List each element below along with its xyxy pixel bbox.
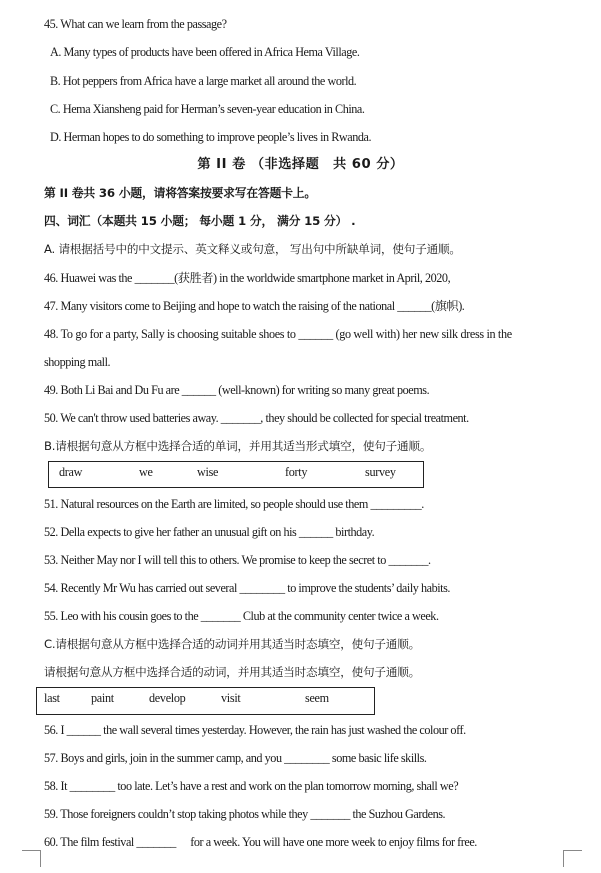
word-box-c-word: last (44, 691, 60, 705)
question-46: 46. Huawei was the _______(获胜者) in the worldwide smartphone market in April, 2020, (44, 271, 451, 285)
word-box-c-word: paint (91, 691, 114, 705)
question-45-option-a: A. Many types of products have been offered in Africa Hema Village. (50, 45, 360, 59)
word-box-b-word: forty (285, 465, 308, 479)
word-box-c (36, 687, 375, 715)
word-box-b-word: survey (365, 465, 396, 479)
question-45-option-c: C. Hema Xiansheng paid for Herman’s seven-year education in China. (50, 102, 365, 116)
question-45-option-d: D. Herman hopes to do something to improve people’s lives in Rwanda. (50, 130, 372, 144)
question-54: 54. Recently Mr Wu has carried out several ________ to improve the students’ daily habits. (44, 581, 451, 595)
question-55: 55. Leo with his cousin goes to the _______ Club at the community center twice a week. (44, 609, 439, 623)
word-box-b (48, 461, 424, 488)
crop-mark-bottom-left (22, 850, 41, 867)
question-51: 51. Natural resources on the Earth are limited, so people should use them _________. (44, 497, 424, 511)
word-box-b-word: we (139, 465, 153, 479)
part-b-instruction: B.请根据句意从方框中选择合适的单词，并用其适当形式填空，使句子通顺。 (44, 439, 432, 453)
part-2-title: 第 II 卷 （非选择题 共 60 分） (197, 157, 404, 172)
word-box-c-word: visit (221, 691, 241, 705)
question-49: 49. Both Li Bai and Du Fu are ______ (well-known) for writing so many great poems. (44, 383, 430, 397)
question-45-stem: 45. What can we learn from the passage? (44, 17, 227, 31)
part-c-instruction-repeat: 请根据句意从方框中选择合适的动词，并用其适当时态填空，使句子通顺。 (44, 665, 420, 679)
word-box-c-word: seem (305, 691, 329, 705)
part-2-note: 第 II 卷共 36 小题，请将答案按要求写在答题卡上。 (44, 186, 316, 200)
part-a-instruction: A. 请根据括号中的中文提示、英文释义或句意， 写出句中所缺单词，使句子通顺。 (44, 242, 461, 256)
question-57: 57. Boys and girls, join in the summer camp, and you ________ some basic life skills. (44, 751, 427, 765)
part-c-instruction: C.请根据句意从方框中选择合适的动词并用其适当时态填空，使句子通顺。 (44, 637, 420, 651)
question-56: 56. I ______ the wall several times yesterday. However, the rain has just washed the colour off. (44, 723, 466, 737)
question-48-line-1: 48. To go for a party, Sally is choosing suitable shoes to ______ (go well with) her new silk dress in the (44, 327, 512, 341)
question-47: 47. Many visitors come to Beijing and hope to watch the raising of the national ______(旗帜). (44, 299, 465, 313)
question-45-option-b: B. Hot peppers from Africa have a large market all around the world. (50, 74, 357, 88)
crop-mark-bottom-right (563, 850, 582, 867)
question-50: 50. We can't throw used batteries away. _______, they should be collected for special treatment. (44, 411, 469, 425)
question-48-line-2: shopping mall. (44, 355, 111, 369)
word-box-b-word: draw (59, 465, 83, 479)
word-box-c-word: develop (149, 691, 186, 705)
question-59: 59. Those foreigners couldn’t stop taking photos while they _______ the Suzhou Gardens. (44, 807, 446, 821)
question-60: 60. The film festival _______ for a week. You will have one more week to enjoy films for free. (44, 835, 477, 849)
question-58: 58. It ________ too late. Let’s have a rest and work on the plan tomorrow morning, shall we? (44, 779, 459, 793)
question-52: 52. Della expects to give her father an unusual gift on his ______ birthday. (44, 525, 375, 539)
section-4-title: 四、词汇（本题共 15 小题； 每小题 1 分， 满分 15 分） . (44, 214, 356, 228)
question-53: 53. Neither May nor I will tell this to others. We promise to keep the secret to _______. (44, 553, 431, 567)
word-box-b-word: wise (197, 465, 219, 479)
